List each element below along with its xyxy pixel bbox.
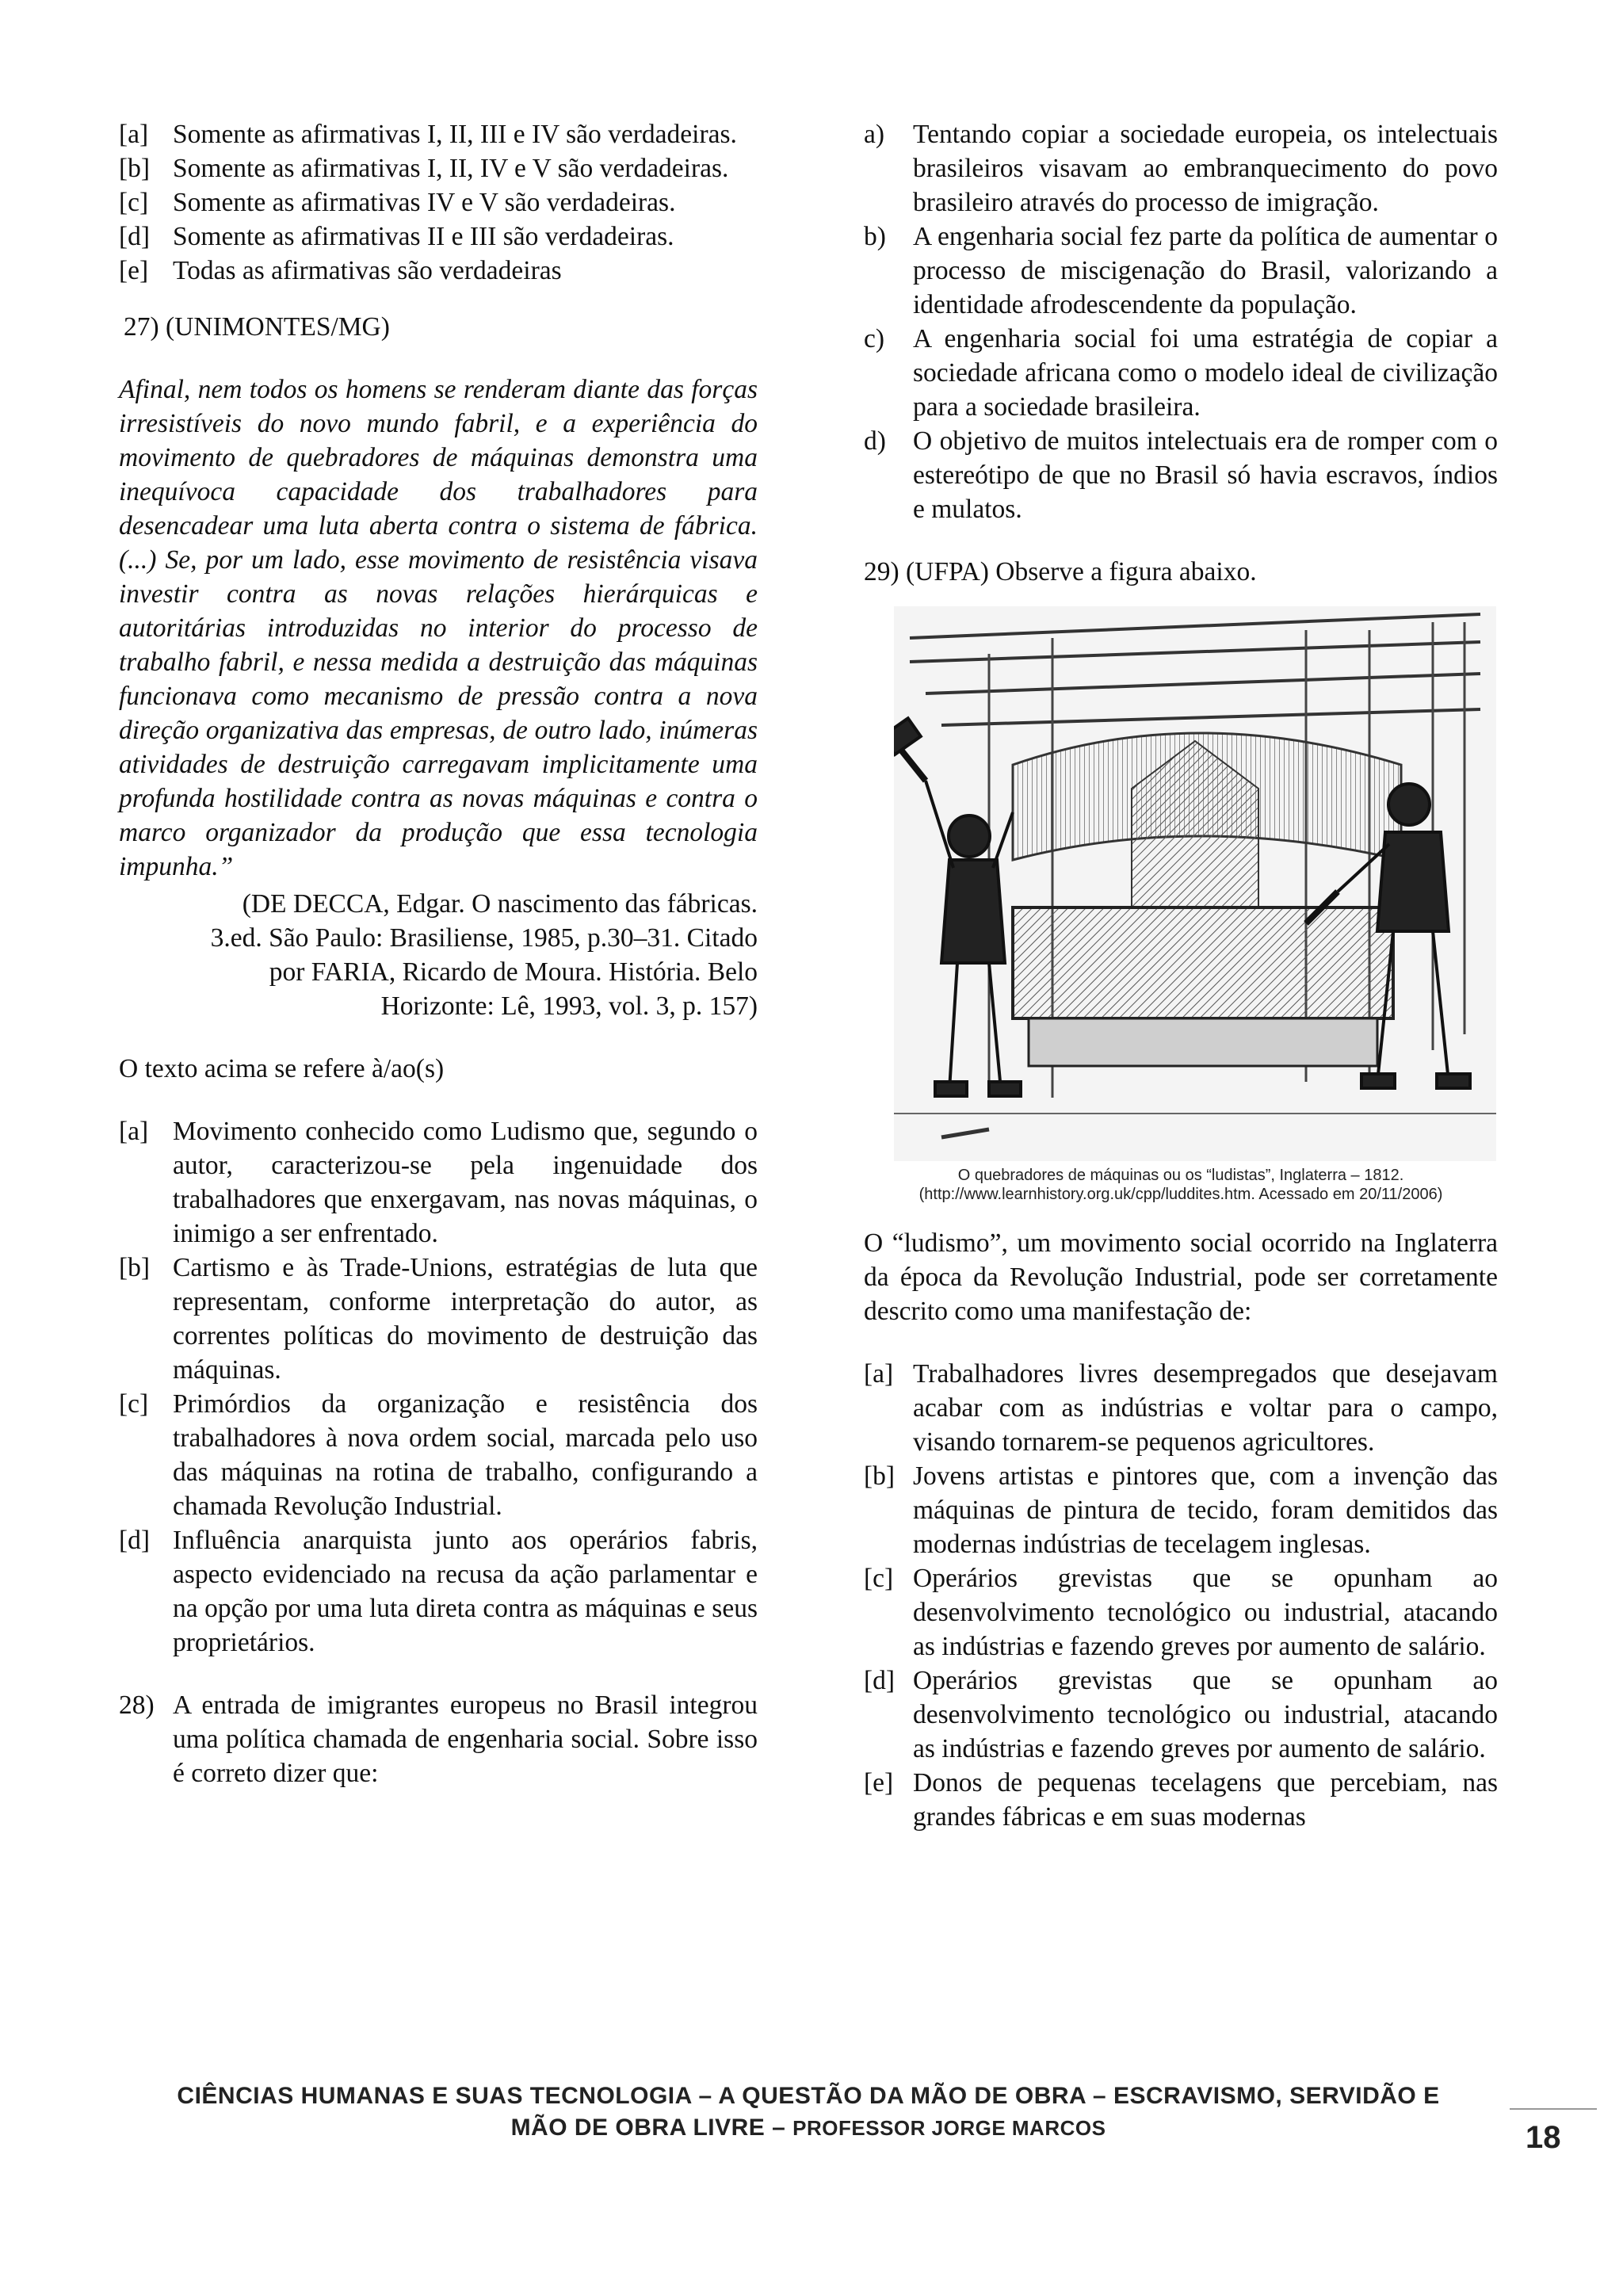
q27-prompt: O texto acima se refere à/ao(s): [119, 1054, 445, 1083]
option-item: [119, 1114, 758, 1251]
option-item: [864, 424, 1498, 526]
q26-options: [119, 117, 758, 288]
option-item: [864, 322, 1498, 424]
option-text: Cartismo e às Trade-Unions, estratégias de luta que representam, conforme interpretação do autor, as correntes políticas do movimento de destruição das máquinas.: [173, 1253, 758, 1385]
q29-options: [864, 1357, 1498, 1834]
option-text: O objetivo de muitos intelectuais era de romper com o estereótipo de que no Brasil só havia escravos, índios e mulatos.: [913, 426, 1498, 524]
option-label: [a]: [119, 1117, 149, 1146]
page-number-rule: [1510, 2108, 1597, 2110]
option-label: [c]: [864, 1564, 894, 1593]
loom-illustration: [894, 606, 1496, 1161]
option-label: [c]: [119, 188, 149, 217]
option-text: Somente as afirmativas IV e V são verdadeiras.: [173, 188, 676, 217]
option-text: Todas as afirmativas são verdadeiras: [173, 256, 562, 285]
option-text: Influência anarquista junto aos operários fabris, aspecto evidenciado na recusa da ação parlamentar e na opção por uma luta direta contra as máquinas e seus proprietários.: [173, 1526, 758, 1657]
option-text: Donos de pequenas tecelagens que percebiam, nas grandes fábricas e em suas modernas: [913, 1768, 1498, 1832]
option-item: [119, 220, 758, 254]
option-item: [119, 117, 758, 151]
option-text: Somente as afirmativas I, II, IV e V são verdadeiras.: [173, 154, 729, 183]
q27-citation-line: 3.ed. São Paulo: Brasiliense, 1985, p.30–31. Citado: [210, 923, 758, 953]
option-label: a): [864, 120, 885, 149]
figure-caption-source: (http://www.learnhistory.org.uk/cpp/luddites.htm. Acessado em 20/11/2006): [918, 1186, 1443, 1203]
footer-title-line2: [119, 2112, 1498, 2144]
option-label: [a]: [119, 120, 149, 149]
q27-citation-line: (DE DECCA, Edgar. O nascimento das fábricas.: [242, 889, 758, 919]
page-number: 18: [1526, 2120, 1561, 2155]
option-text: Somente as afirmativas II e III são verdadeiras.: [173, 222, 674, 251]
q28-text: A entrada de imigrantes europeus no Brasil integrou uma política chamada de engenharia social. Sobre isso é correto dizer que:: [173, 1690, 758, 1788]
option-item: [119, 151, 758, 185]
option-label: [b]: [119, 1253, 151, 1282]
q27-citation-line: por FARIA, Ricardo de Moura. História. Belo: [269, 957, 758, 987]
option-label: [d]: [119, 1526, 151, 1555]
option-text: Primórdios da organização e resistência dos trabalhadores à nova ordem social, marcada pelo uso das máquinas na rotina de trabalho, configurando a chamada Revolução Industrial.: [173, 1389, 758, 1521]
option-label: [e]: [864, 1768, 894, 1797]
option-item: [864, 1766, 1498, 1834]
option-label: d): [864, 426, 886, 456]
page-footer: [119, 2080, 1498, 2144]
q27-options: [119, 1114, 758, 1660]
option-text: A engenharia social foi uma estratégia de copiar a sociedade africana como o modelo ideal de civilização para a sociedade brasileira.: [913, 324, 1498, 422]
option-text: Movimento conhecido como Ludismo que, segundo o autor, caracterizou-se pela ingenuidade dos trabalhadores que enxergavam, nas novas máquinas, o inimigo a ser enfrentado.: [173, 1117, 758, 1248]
option-text: Operários grevistas que se opunham ao desenvolvimento tecnológico ou industrial, atacando as indústrias e fazendo greves por aumento de salário.: [913, 1564, 1498, 1661]
option-label: c): [864, 324, 885, 353]
option-item: [119, 1387, 758, 1523]
q27-header: 27) (UNIMONTES/MG): [124, 312, 390, 342]
option-label: [a]: [864, 1359, 894, 1389]
option-text: Jovens artistas e pintores que, com a invenção das máquinas de pintura de tecido, foram demitidos das modernas indústrias de tecelagem inglesas.: [913, 1461, 1498, 1559]
footer-title-line1: CIÊNCIAS HUMANAS E SUAS TECNOLOGIA – A QUESTÃO DA MÃO DE OBRA – ESCRAVISMO, SERVIDÃO E: [177, 2083, 1440, 2109]
option-text: Trabalhadores livres desempregados que desejavam acabar com as indústrias e voltar para o campo, visando tornarem-se pequenos agricultores.: [913, 1359, 1498, 1457]
figure-caption-title: O quebradores de máquinas ou os “ludistas”, Inglaterra – 1812.: [957, 1167, 1404, 1184]
q28-question: [119, 1688, 758, 1790]
option-item: [864, 1357, 1498, 1459]
option-label: [c]: [119, 1389, 149, 1419]
q27-quote: Afinal, nem todos os homens se renderam diante das forças irresistíveis do novo mundo fabril, e a experiência do movimento de quebradores de máquinas demonstra uma inequívoca capacidade dos trabalhadores para desencadear uma luta aberta contra o sistema de fábrica. (...) Se, por um lado, esse movimento de resistência visava investir contra as novas relações hierárquicas e autoritárias introduzidas no interior do processo de trabalho fabril, e nessa medida a destruição das máquinas funcionava como mecanismo de pressão contra a nova direção organizativa das empresas, de outro lado, inúmeras atividades de destruição carregavam implicitamente uma profunda hostilidade contra as novas máquinas e contra o marco organizador da produção que essa tecnologia impunha.”: [119, 375, 758, 881]
option-label: [e]: [119, 256, 149, 285]
option-item: [864, 1561, 1498, 1664]
option-label: [b]: [119, 154, 151, 183]
question-number: 28): [119, 1690, 155, 1720]
option-item: [119, 254, 758, 288]
option-text: Somente as afirmativas I, II, III e IV são verdadeiras.: [173, 120, 737, 149]
q28-options: [864, 117, 1498, 526]
option-item: [119, 1251, 758, 1387]
option-label: b): [864, 222, 886, 251]
left-column: [119, 117, 758, 1790]
option-label: [d]: [119, 222, 151, 251]
figure-caption: [864, 1166, 1498, 1204]
q27-citation-line: Horizonte: Lê, 1993, vol. 3, p. 157): [380, 991, 758, 1021]
option-item: [864, 117, 1498, 220]
right-column: [864, 117, 1498, 1834]
luddites-engraving: [894, 606, 1496, 1161]
q29-text: O “ludismo”, um movimento social ocorrido na Inglaterra da época da Revolução Industrial, pode ser corretamente descrito como uma manifestação de:: [864, 1228, 1498, 1326]
option-label: [b]: [864, 1461, 896, 1491]
option-item: [864, 1664, 1498, 1766]
option-item: [119, 185, 758, 220]
option-item: [864, 1459, 1498, 1561]
footer-subject: MÃO DE OBRA LIVRE –: [510, 2115, 793, 2141]
option-text: A engenharia social fez parte da política de aumentar o processo de miscigenação do Brasil, valorizando a identidade afrodescendente da população.: [913, 222, 1498, 319]
q29-header: 29) (UFPA) Observe a figura abaixo.: [864, 557, 1257, 586]
option-item: [864, 220, 1498, 322]
option-label: [d]: [864, 1666, 896, 1695]
option-text: Tentando copiar a sociedade europeia, os intelectuais brasileiros visavam ao embranquecimento do povo brasileiro através do processo de imigração.: [913, 120, 1498, 217]
footer-author: PROFESSOR JORGE MARCOS: [792, 2116, 1106, 2140]
option-text: Operários grevistas que se opunham ao desenvolvimento tecnológico ou industrial, atacando as indústrias e fazendo greves por aumento de salário.: [913, 1666, 1498, 1763]
option-item: [119, 1523, 758, 1660]
